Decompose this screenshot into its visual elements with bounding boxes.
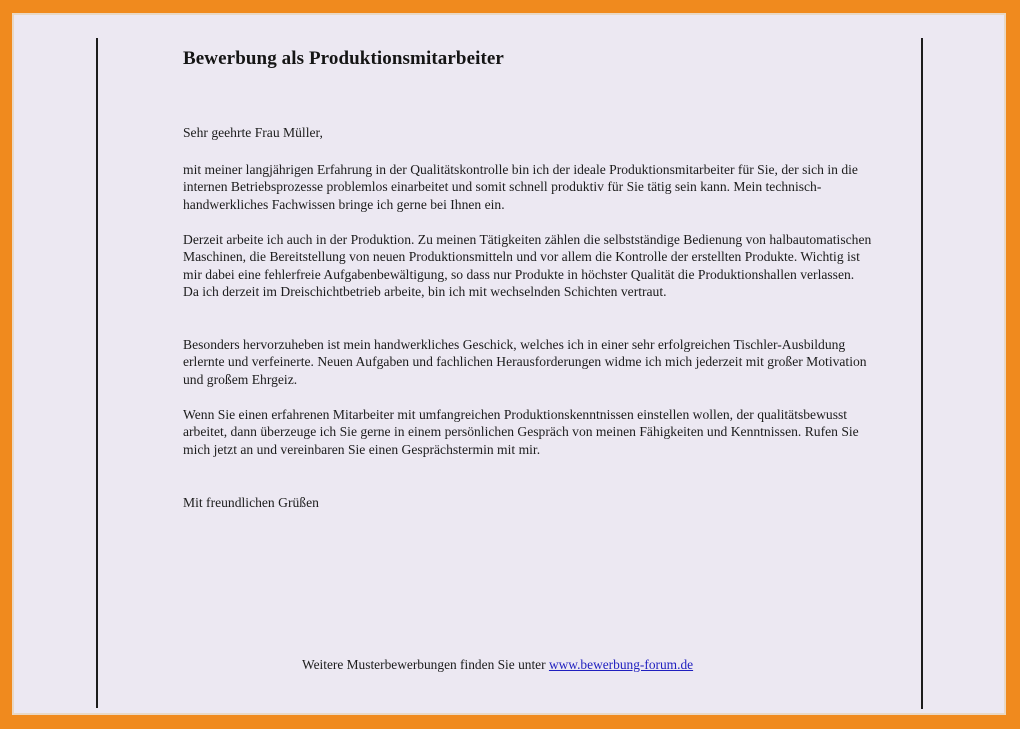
closing: Mit freundlichen Grüßen <box>183 495 319 510</box>
paragraph-1: mit meiner langjährigen Erfahrung in der Qualitätskontrolle bin ich der ideale Produktionsmitarbeiter für Sie, der sich in die internen Betriebsprozesse problemlos einarbeitet und somit schnell produktiv für Sie tätig sein kann. Mein technisch-handwerkliches Fachwissen bringe ich gerne bei Ihnen ein. <box>183 162 858 212</box>
salutation: Sehr geehrte Frau Müller, <box>183 125 323 140</box>
footer-text: Weitere Musterbewerbungen finden Sie unter <box>302 657 549 672</box>
document-page <box>12 13 1006 715</box>
paragraph-2: Derzeit arbeite ich auch in der Produktion. Zu meinen Tätigkeiten zählen die selbstständige Bedienung von halbautomatischen Maschinen, die Bereitstellung von neuen Produktionsmitteln und vor allem die Kontrolle der erstellten Produkte. Wichtig ist mir dabei eine fehlerfreie Aufgabenbewältigung, so dass nur Produkte in höchster Qualität die Produktionshallen verlassen. Da ich derzeit im Dreischichtbetrieb arbeite, bin ich mit wechselnden Schichten vertraut. <box>183 232 872 299</box>
left-margin-rule <box>96 38 98 708</box>
paragraph-3: Besonders hervorzuheben ist mein handwerkliches Geschick, welches ich in einer sehr erfolgreichen Tischler-Ausbildung erlernte und verfeinerte. Neuen Aufgaben und fachlichen Herausforderungen widme ich mich jederzeit mit großer Motivation und großem Ehrgeiz. <box>183 337 867 387</box>
right-margin-rule <box>921 38 923 709</box>
footer-note <box>302 657 693 673</box>
footer-link[interactable]: www.bewerbung-forum.de <box>548 657 694 672</box>
document-title: Bewerbung als Produktionsmitarbeiter <box>183 48 504 69</box>
paragraph-4: Wenn Sie einen erfahrenen Mitarbeiter mit umfangreichen Produktionskenntnissen einstellen wollen, der qualitätsbewusst arbeitet, dann überzeuge ich Sie gerne in einem persönlichen Gespräch von meinen Fähigkeiten und Kenntnissen. Rufen Sie mich jetzt an und vereinbaren Sie einen Gesprächstermin mit mir. <box>183 407 859 457</box>
